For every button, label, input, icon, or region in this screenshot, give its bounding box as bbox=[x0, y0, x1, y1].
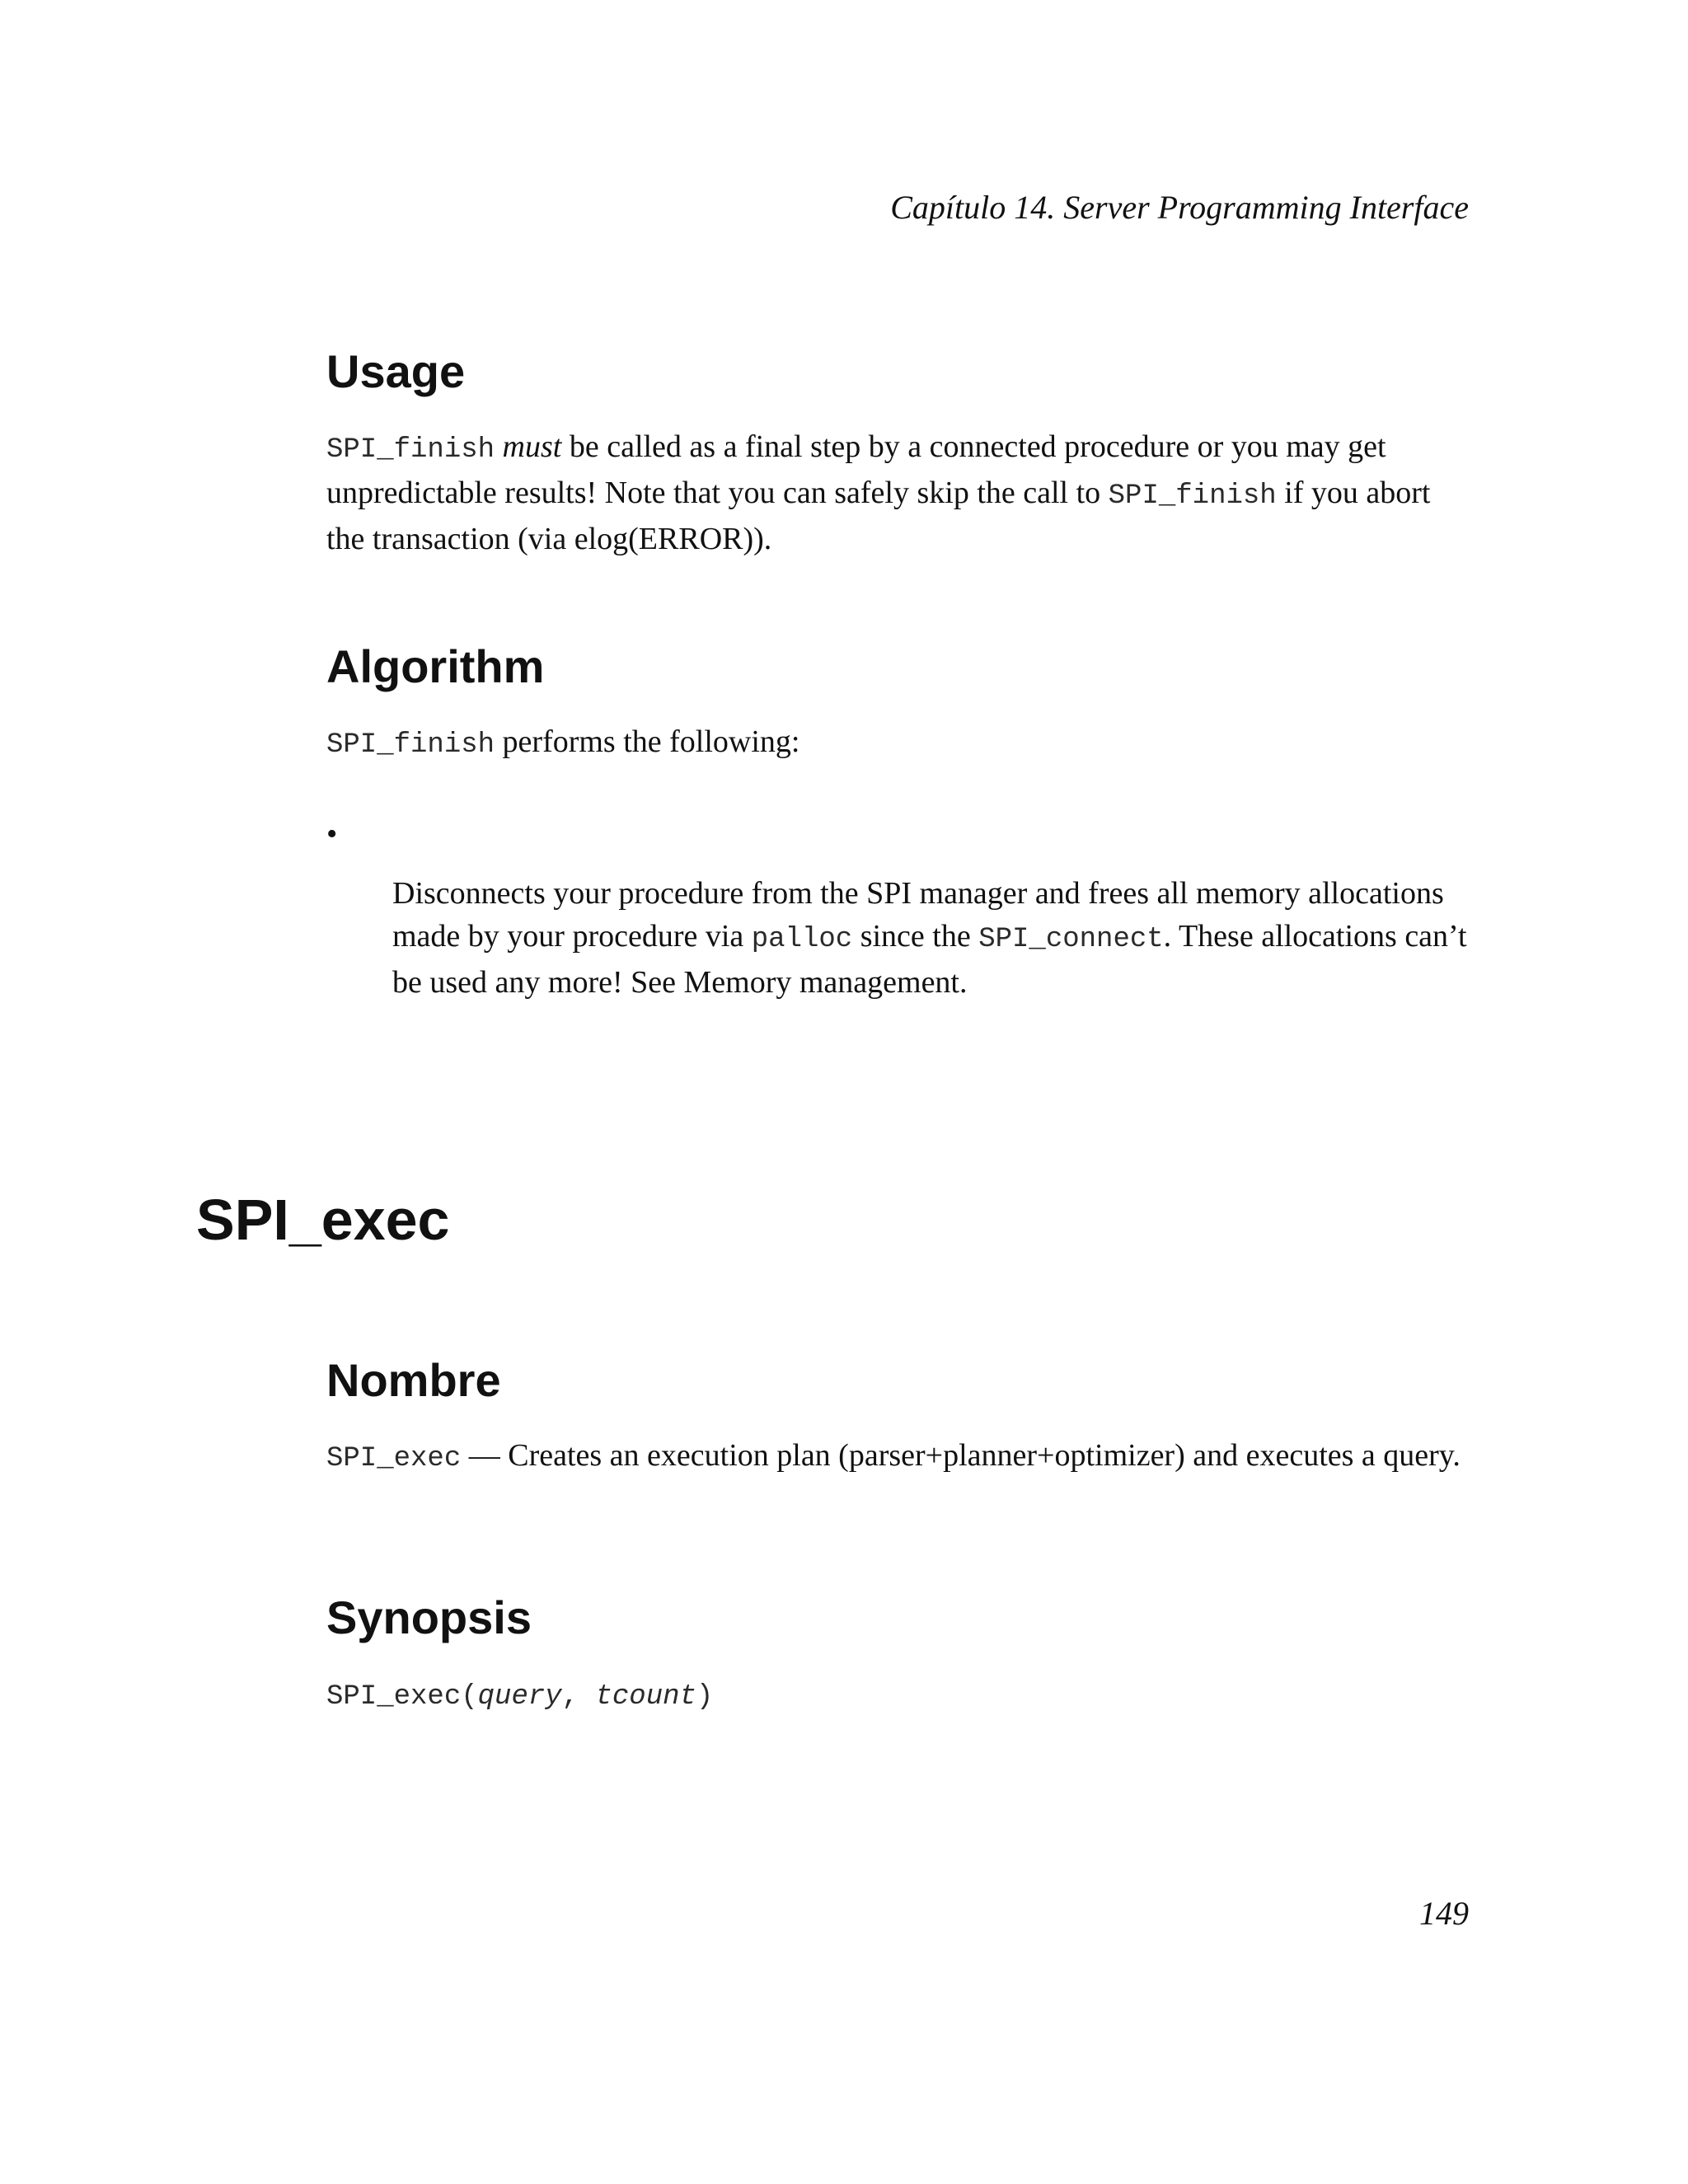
list-text-2: since the bbox=[852, 919, 979, 954]
synopsis-sep: , bbox=[561, 1681, 596, 1713]
list-item bbox=[392, 872, 1472, 1004]
code-palloc: palloc bbox=[751, 924, 853, 955]
page-number: 149 bbox=[1419, 1895, 1469, 1932]
synopsis-func: SPI_exec( bbox=[326, 1681, 478, 1713]
nombre-paragraph bbox=[326, 1434, 1464, 1480]
param-tcount: tcount bbox=[595, 1681, 696, 1713]
algorithm-intro bbox=[326, 720, 1464, 766]
list-text-1: Disconnects your procedure from the SPI manager and frees all memory allocations made by your procedure via bbox=[392, 876, 1444, 954]
param-query: query bbox=[477, 1681, 562, 1713]
code-spi-finish-3: SPI_finish bbox=[326, 729, 495, 761]
running-header: Capítulo 14. Server Programming Interface bbox=[890, 189, 1469, 226]
list-text-3: . These allocations can’t be used any more! See Memory management. bbox=[392, 919, 1467, 1000]
usage-heading: Usage bbox=[326, 345, 466, 397]
usage-paragraph bbox=[326, 425, 1464, 560]
section-title-spi-exec: SPI_exec bbox=[196, 1188, 450, 1252]
algorithm-heading: Algorithm bbox=[326, 640, 545, 692]
algorithm-intro-text: performs the following: bbox=[495, 724, 800, 759]
synopsis-signature bbox=[326, 1681, 713, 1713]
emphasis-must: must bbox=[502, 429, 562, 464]
usage-text-2: if you abort the transaction (via elog(ERROR)). bbox=[326, 476, 1431, 556]
synopsis-close: ) bbox=[696, 1681, 714, 1713]
synopsis-heading: Synopsis bbox=[326, 1591, 532, 1643]
code-spi-finish-2: SPI_finish bbox=[1108, 480, 1277, 512]
nombre-text: — Creates an execution plan (parser+planner+optimizer) and executes a query. bbox=[461, 1438, 1461, 1473]
code-spi-finish: SPI_finish bbox=[326, 434, 495, 466]
code-spi-connect: SPI_connect bbox=[978, 924, 1164, 955]
list-bullet: • bbox=[326, 817, 338, 851]
code-spi-exec: SPI_exec bbox=[326, 1443, 462, 1474]
nombre-heading: Nombre bbox=[326, 1354, 501, 1406]
usage-text-1: be called as a final step by a connected procedure or you may get unpredictable results! Note that you can safely skip the call to bbox=[326, 429, 1386, 510]
